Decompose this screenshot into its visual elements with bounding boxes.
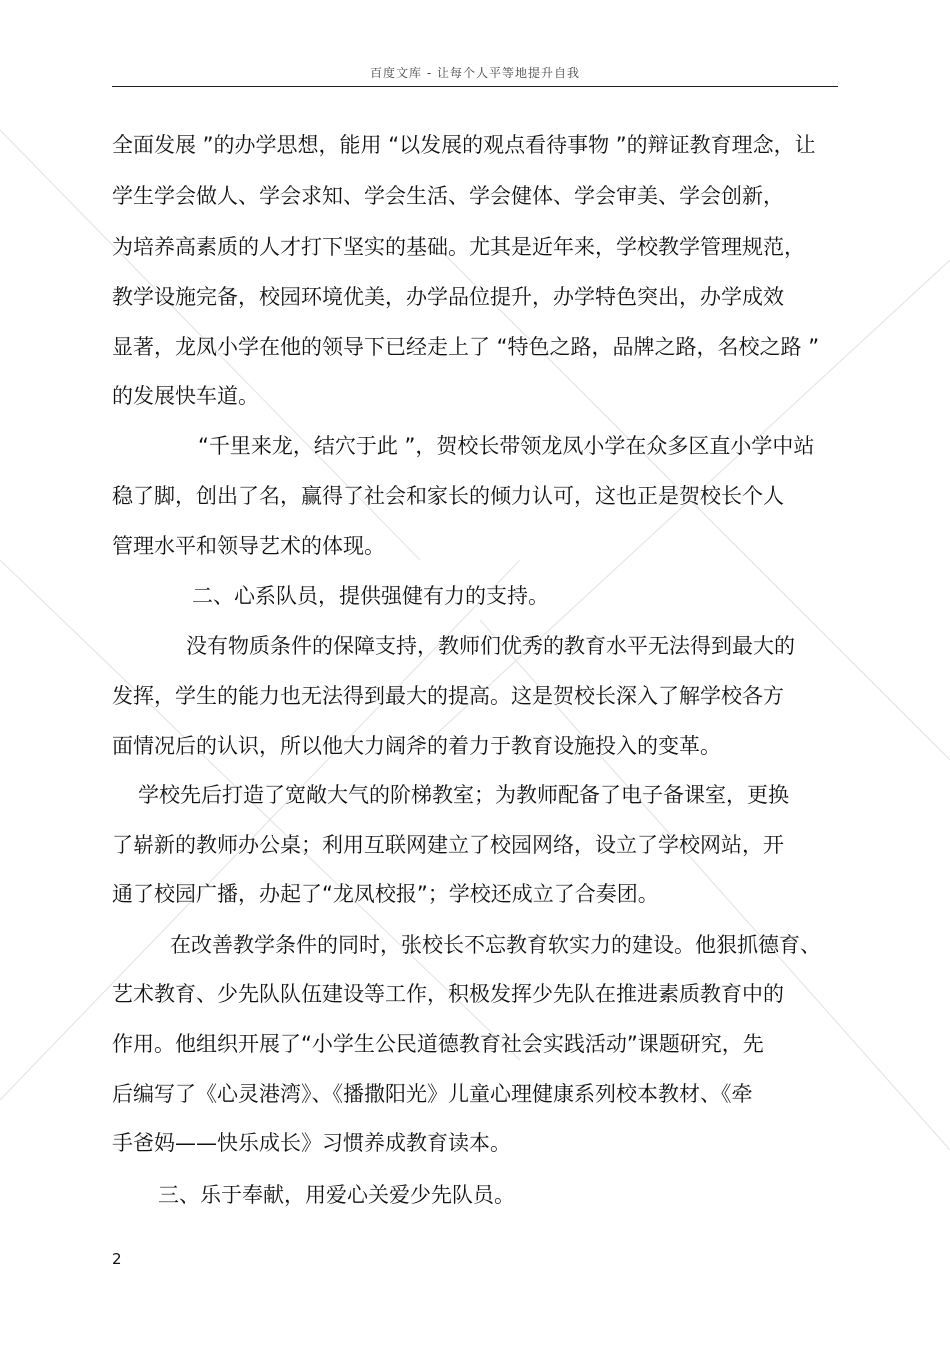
page-number: 2 (112, 1250, 122, 1268)
body-line: 没有物质条件的保障支持，教师们优秀的教育水平无法得到最大的 (186, 634, 795, 658)
body-line: 作用。他组织开展了“小学生公民道德教育社会实践活动”课题研究，先 (112, 1032, 764, 1056)
body-line: 后编写了《心灵港湾》、《播撒阳光》儿童心理健康系列校本教材、《牵 (112, 1082, 753, 1106)
body-line: 学生学会做人、学会求知、学会生活、学会健体、学会审美、学会创新， (112, 184, 784, 208)
section-heading: 二、心系队员，提供强健有力的支持。 (192, 584, 549, 608)
body-line: 面情况后的认识，所以他大力阔斧的着力于教育设施投入的变革。 (112, 734, 721, 758)
body-line: 发挥，学生的能力也无法得到最大的提高。这是贺校长深入了解学校各方 (112, 684, 784, 708)
body-line: 学校先后打造了宽敞大气的阶梯教室；为教师配备了电子备课室，更换 (138, 783, 789, 807)
body-line: 全面发展 ”的办学思想，能用 “以发展的观点看待事物 ”的辩证教育理念，让 (112, 133, 816, 157)
body-line: 手爸妈——快乐成长》习惯养成教育读本。 (112, 1131, 511, 1155)
body-line: 了崭新的教师办公桌；利用互联网建立了校园网络，设立了学校网站，开 (112, 833, 784, 857)
body-line: 为培养高素质的人才打下坚实的基础。尤其是近年来，学校教学管理规范， (112, 235, 805, 259)
body-line: “千里来龙，结穴于此 ”，贺校长带领龙凤小学在众多区直小学中站 (198, 434, 815, 458)
section-heading: 三、乐于奉献，用爱心关爱少先队员。 (158, 1183, 515, 1207)
body-line: 稳了脚，创出了名，赢得了社会和家长的倾力认可，这也正是贺校长个人 (112, 484, 784, 508)
body-line: 教学设施完备，校园环境优美，办学品位提升，办学特色突出，办学成效 (112, 285, 784, 309)
body-line: 在改善教学条件的同时，张校长不忘教育软实力的建设。他狠抓德育、 (170, 933, 821, 957)
body-line: 的发展快车道。 (112, 384, 259, 408)
body-line: 艺术教育、少先队队伍建设等工作，积极发挥少先队在推进素质教育中的 (112, 982, 784, 1006)
body-line: 显著，龙凤小学在他的领导下已经走上了 “特色之路，品牌之路，名校之路 ” (112, 335, 820, 359)
body-line: 通了校园广播，办起了“龙凤校报”；学校还成立了合奏团。 (112, 882, 659, 906)
body-line: 管理水平和领导艺术的体现。 (112, 534, 385, 558)
header-divider (112, 86, 838, 87)
page-header: 百度文库 - 让每个人平等地提升自我 (370, 66, 580, 80)
